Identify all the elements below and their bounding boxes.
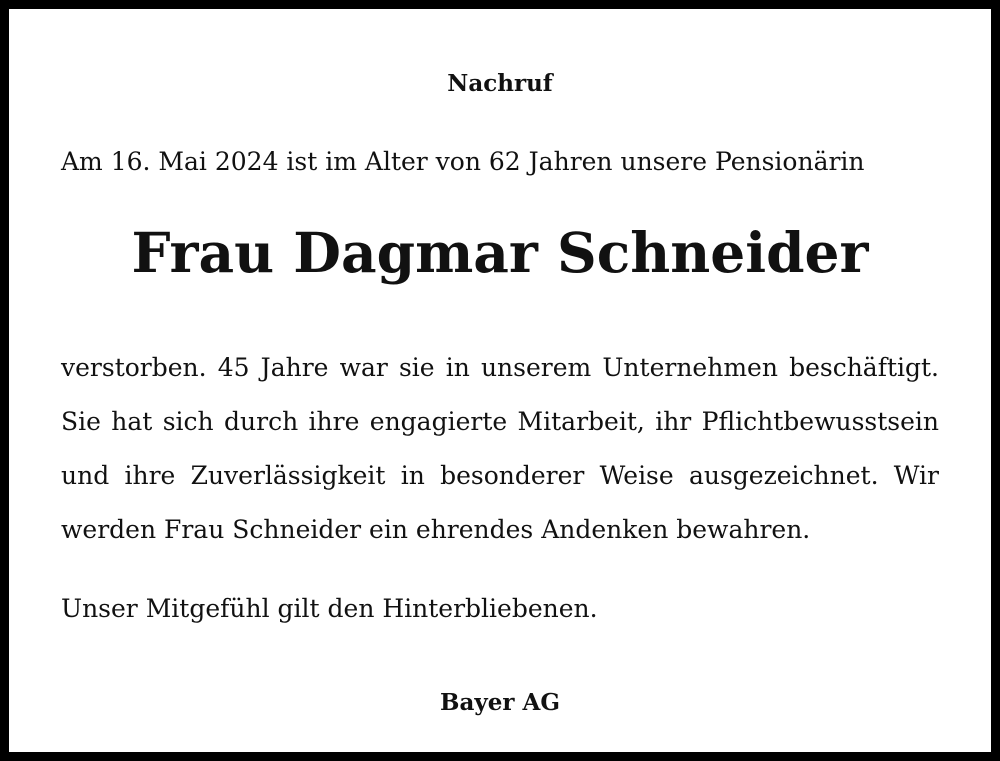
body-paragraph: verstorben. 45 Jahre war sie in unserem Unternehmen beschäftigt. Sie hat sich durch ihre engagierte Mitarbeit, ihr Pflichtbewusstsein und ihre Zuverlässigkeit in besonderer Weise ausgezeichnet. Wir werden Frau Schneider ein ehrendes Andenken bewahren. xyxy=(61,353,939,544)
company-signature: Bayer AG xyxy=(440,689,560,716)
deceased-name: Frau Dagmar Schneider xyxy=(131,220,869,285)
notice-heading: Nachruf xyxy=(447,70,553,97)
intro-text: Am 16. Mai 2024 ist im Alter von 62 Jahren unsere Pensionärin xyxy=(61,147,865,176)
condolence-text: Unser Mitgefühl gilt den Hinterbliebenen. xyxy=(61,594,598,623)
